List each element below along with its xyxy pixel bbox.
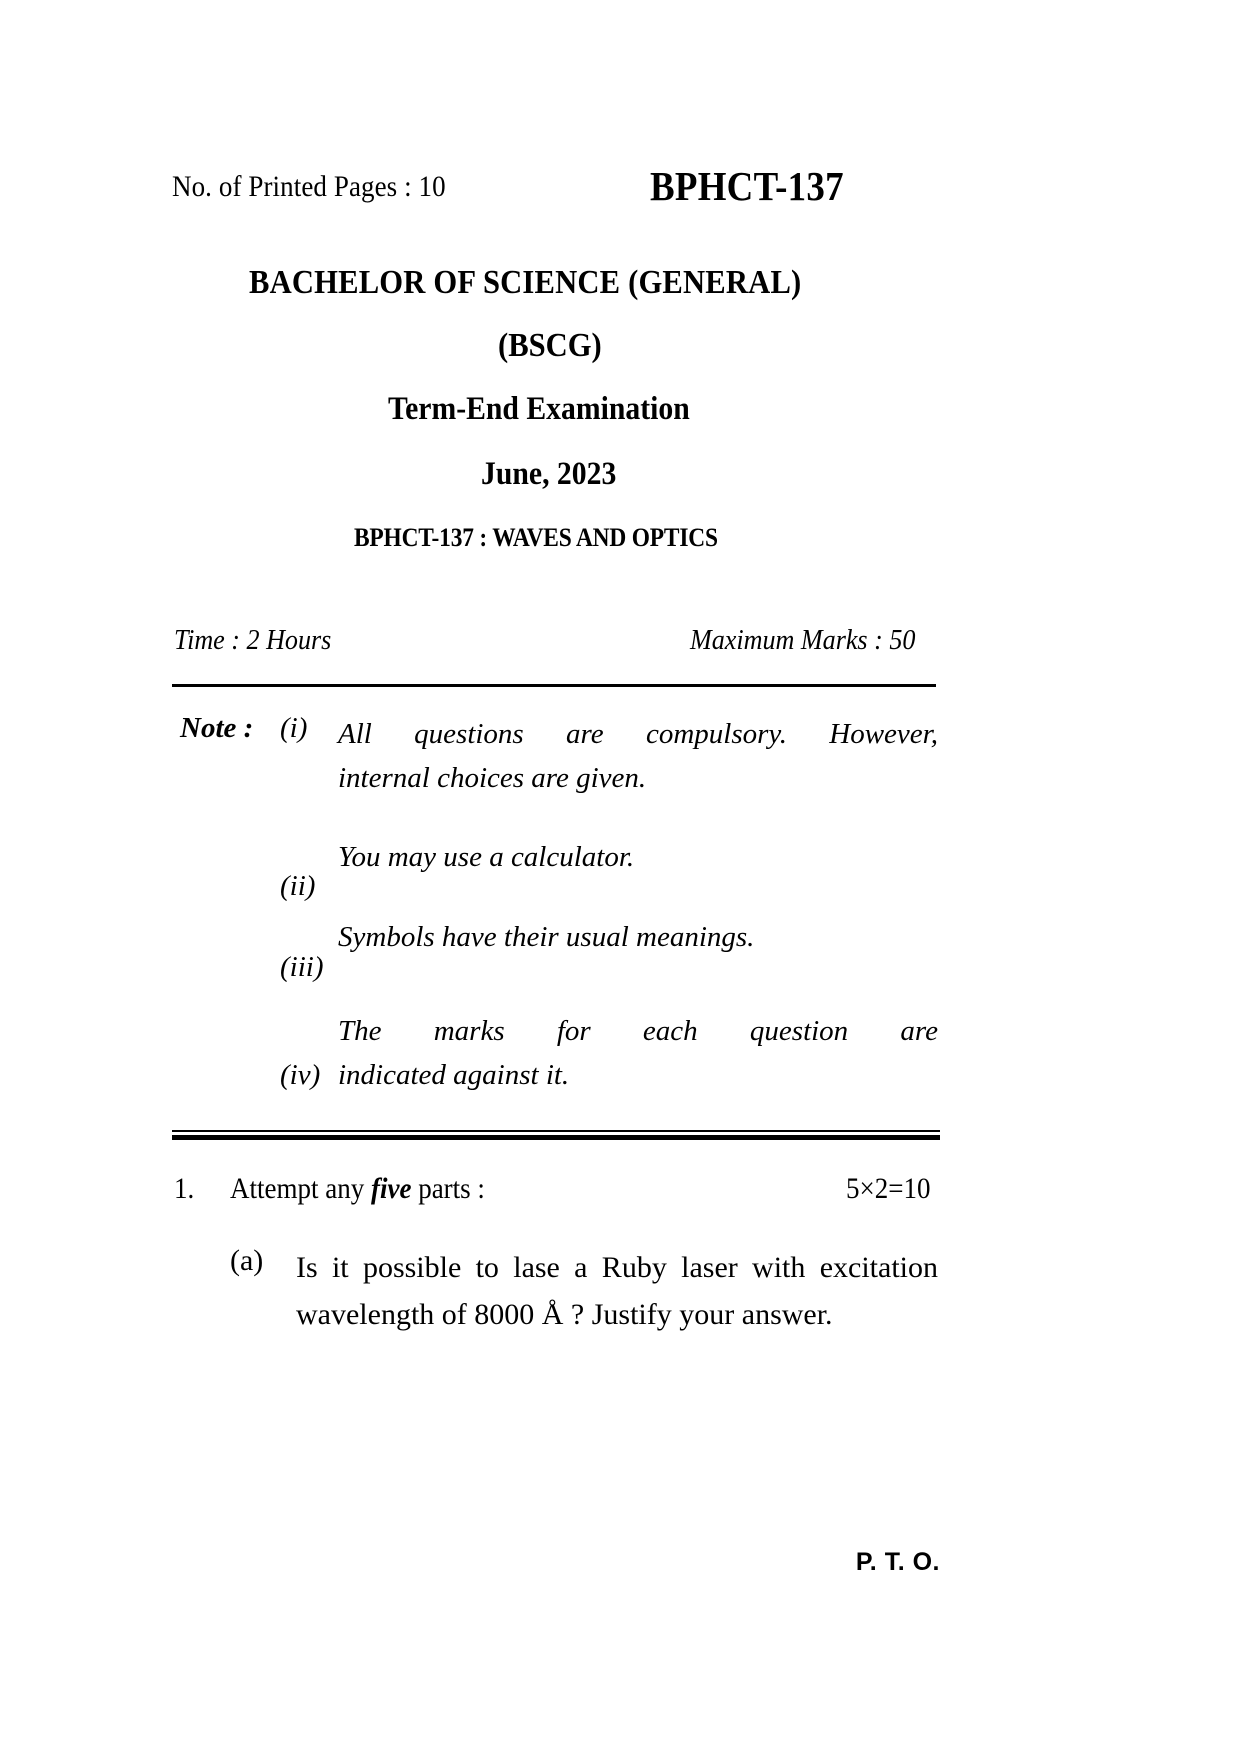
degree-name-line-2: (BSCG)	[498, 327, 603, 364]
note-item	[172, 1009, 940, 1097]
question-part-text: Is it possible to lase a Ruby laser with excitation wavelength of 8000 Å ? Justify your answer.	[296, 1251, 938, 1332]
rule-thick-line	[172, 1135, 940, 1140]
questions-block	[172, 1172, 940, 1339]
note-text-line: internal choices are given.	[338, 762, 647, 795]
note-text-line: Symbols have their usual meanings.	[338, 921, 755, 954]
question-part-label: (a)	[230, 1244, 264, 1277]
examination-type: Term-End Examination	[388, 391, 691, 427]
note-item	[172, 712, 940, 800]
question-stem	[230, 1172, 513, 1206]
note-roman-numeral: (ii)	[280, 870, 316, 903]
note-text	[338, 712, 940, 800]
page-turn-over-footer: P. T. O.	[855, 1548, 940, 1576]
note-text-line: You may use a calculator.	[338, 841, 635, 874]
rule-thin-line	[172, 1130, 940, 1132]
question-stem-emphasis: five	[370, 1172, 412, 1205]
title-block	[172, 266, 940, 551]
note-item	[172, 835, 940, 903]
question-stem-row	[172, 1172, 940, 1216]
note-text	[338, 1009, 940, 1097]
page-header	[172, 163, 940, 216]
question-number: 1.	[174, 1172, 195, 1205]
horizontal-rule-double	[172, 1130, 940, 1138]
note-roman-numeral: (iv)	[280, 1059, 321, 1092]
course-code: BPHCT-137	[650, 163, 844, 209]
question-part	[172, 1244, 940, 1339]
note-text	[338, 835, 940, 879]
note-text-line: The marks for each question are	[338, 1015, 938, 1048]
horizontal-rule-single	[172, 684, 936, 687]
examination-session: June, 2023	[480, 456, 617, 492]
note-text	[338, 915, 940, 959]
note-text-line: indicated against it.	[338, 1059, 570, 1092]
printed-pages-count: No. of Printed Pages : 10	[172, 170, 446, 203]
note-roman-numeral: (i)	[280, 712, 308, 744]
note-block	[172, 712, 940, 1097]
subject-title: BPHCT-137 : WAVES AND OPTICS	[353, 523, 718, 552]
note-item	[172, 915, 940, 984]
maximum-marks: Maximum Marks : 50	[689, 624, 915, 656]
exam-info-row	[172, 624, 940, 664]
exam-question-paper-page	[172, 0, 940, 1754]
note-text-line: All questions are compulsory. However,	[338, 718, 938, 750]
note-label: Note :	[180, 712, 254, 744]
note-roman-numeral: (iii)	[280, 951, 324, 984]
degree-name-line-1: BACHELOR OF SCIENCE (GENERAL)	[249, 264, 802, 301]
exam-duration: Time : 2 Hours	[174, 624, 332, 656]
question-stem-prefix: Attempt any	[230, 1172, 371, 1205]
question-marks: 5×2=10	[846, 1172, 931, 1205]
question-stem-suffix: parts :	[411, 1172, 485, 1205]
